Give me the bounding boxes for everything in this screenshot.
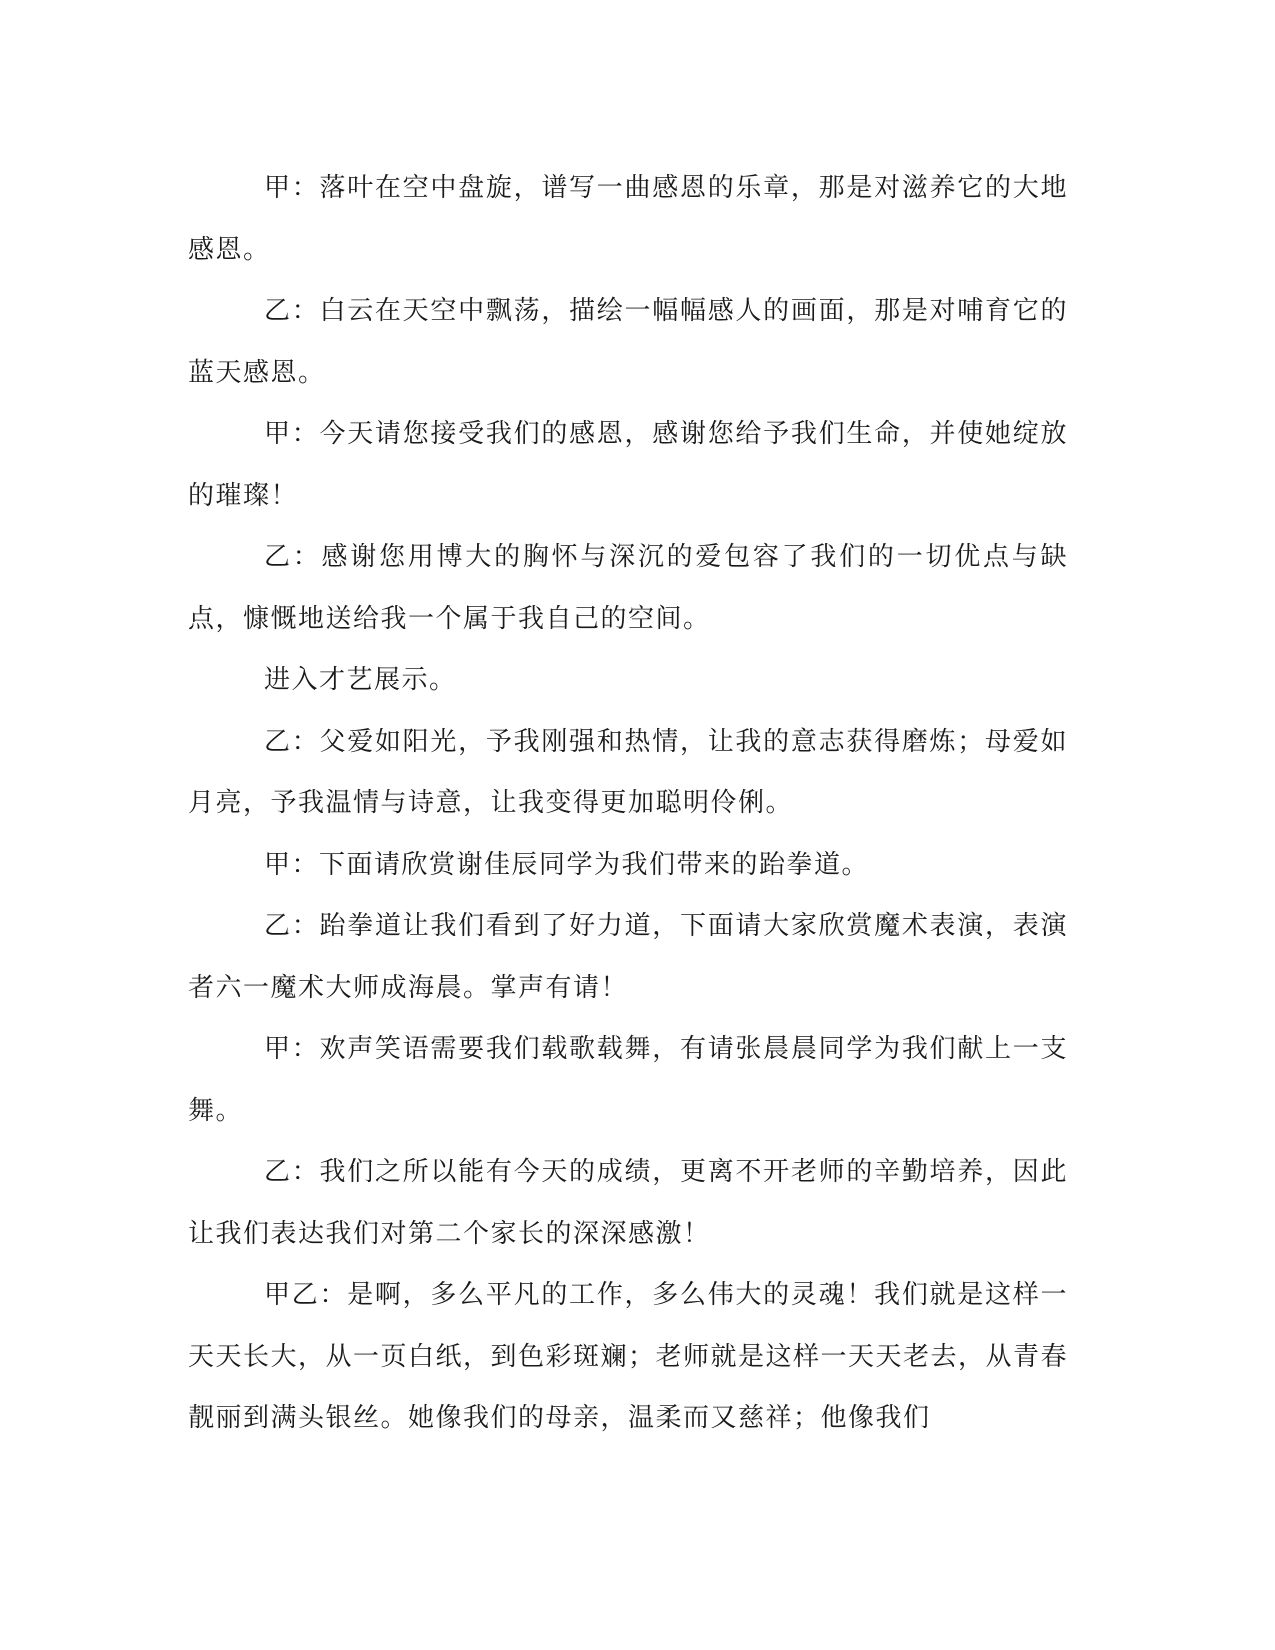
- paragraph-10: 乙：我们之所以能有今天的成绩，更离不开老师的辛勤培养，因此让我们表达我们对第二个家长的深深感激！: [188, 1157, 1068, 1249]
- document-body: [188, 158, 1068, 1450]
- paragraph-2: 乙：白云在天空中飘荡，描绘一幅幅感人的画面，那是对哺育它的蓝天感恩。: [188, 296, 1068, 388]
- paragraph-4: 乙：感谢您用博大的胸怀与深沉的爱包容了我们的一切优点与缺点，慷慨地送给我一个属于我自己的空间。: [188, 542, 1068, 634]
- paragraph-6: 乙：父爱如阳光，予我刚强和热情，让我的意志获得磨炼；母爱如月亮，予我温情与诗意，让我变得更加聪明伶俐。: [188, 726, 1068, 818]
- paragraph-11: 甲乙：是啊，多么平凡的工作，多么伟大的灵魂！我们就是这样一天天长大，从一页白纸，到色彩斑斓；老师就是这样一天天老去，从青春靓丽到满头银丝。她像我们的母亲，温柔而又慈祥；他像我们: [188, 1280, 1069, 1433]
- paragraph-3: 甲：今天请您接受我们的感恩，感谢您给予我们生命，并使她绽放的璀璨！: [188, 419, 1068, 511]
- paragraph-1: 甲：落叶在空中盘旋，谱写一曲感恩的乐章，那是对滋养它的大地感恩。: [188, 173, 1068, 265]
- paragraph-8: 乙：跆拳道让我们看到了好力道，下面请大家欣赏魔术表演，表演者六一魔术大师成海晨。掌声有请！: [188, 911, 1068, 1003]
- paragraph-5: 进入才艺展示。: [264, 665, 457, 695]
- paragraph-7: 甲：下面请欣赏谢佳辰同学为我们带来的跆拳道。: [264, 849, 870, 880]
- paragraph-9: 甲：欢声笑语需要我们载歌载舞，有请张晨晨同学为我们献上一支舞。: [188, 1034, 1068, 1126]
